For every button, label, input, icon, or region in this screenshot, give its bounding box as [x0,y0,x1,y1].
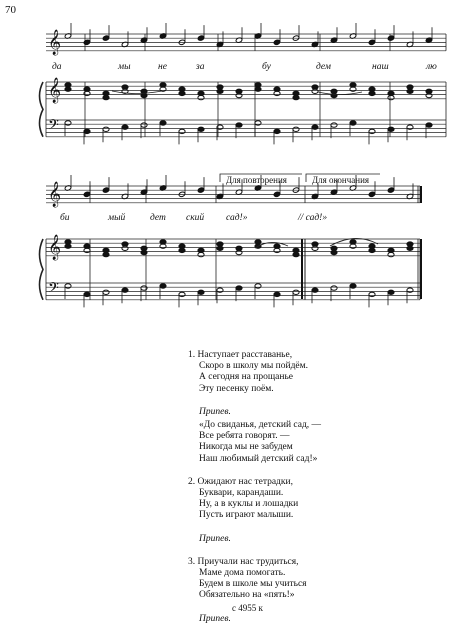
note-head [84,292,90,296]
note-head [122,288,128,292]
note-head [103,252,109,256]
note-head [369,91,375,95]
verse-number: 3. [188,556,196,567]
note-head [368,191,375,197]
verse-line: Обязательно на «пять!» [199,590,295,601]
note-head [236,286,242,290]
tie [112,91,162,94]
note-head [198,127,204,131]
note-head [274,292,280,296]
note-head [141,123,147,127]
note-head [387,187,394,193]
lyric-syllable: мый [108,213,126,223]
note-head [217,246,223,250]
note-head [331,123,337,127]
lyric-syllable: дет [150,213,166,223]
tie [318,92,362,95]
note-head [407,89,413,93]
verse-line: Маме дома помогать. [199,568,286,579]
note-head [350,121,356,125]
note-head [65,244,71,248]
note-head [274,129,280,133]
refrain-label: Припев. [199,533,231,544]
note-head [331,286,337,290]
refrain-label: Припев. [199,613,231,624]
verse-line: Будем в школе мы учиться [199,579,307,590]
lyric-syllable: сад!» [226,213,248,223]
note-head [293,290,299,294]
score-markings [40,82,422,300]
note-head [179,248,185,252]
note-head [407,246,413,250]
note-head [198,290,204,294]
note-head [83,39,90,45]
brace [40,82,44,137]
verse-line: Все ребята говорят. — [199,431,290,442]
note-head [293,95,299,99]
staff-lines [46,34,446,300]
note-head [103,127,109,131]
verse-line: Эту песенку поём. [199,383,274,394]
note-head [160,121,166,125]
page-number: 70 [5,4,16,16]
note-head [350,284,356,288]
note-head [426,123,432,127]
lyric-syllable: не [158,62,167,72]
note-head [84,129,90,133]
note-head [102,187,109,193]
note-head [293,252,299,256]
note-head [197,35,204,41]
lyric-syllable: би [60,213,70,223]
note-head [312,288,318,292]
note-head [368,39,375,45]
refrain [188,407,408,465]
verse-number: 1. [188,350,196,360]
note-head [103,95,109,99]
volta-1-label: Для повторения [226,175,287,185]
note-head [273,191,280,197]
note-head [179,91,185,95]
note-head [236,123,242,127]
refrain-label: Припев. [199,406,231,417]
note-head [293,127,299,131]
refrain-ref [188,614,408,625]
note-head [273,39,280,45]
verse-line: А сегодня на прощанье [199,372,294,383]
note-head [103,290,109,294]
verse-line: Пусть играют малыши. [199,510,294,521]
note-head [312,125,318,129]
verses-text [188,350,408,637]
verse-line: «До свиданья, детский сад, — [199,420,322,431]
note-head [387,35,394,41]
note-head [255,87,261,91]
verse-3 [188,557,408,602]
note-head [141,250,147,254]
verse-line: Наш любимый детский сад!» [199,453,318,464]
note-head [141,93,147,97]
verse-2 [188,477,408,522]
note-head [160,284,166,288]
bar-lines [46,34,446,300]
note-head [197,187,204,193]
note-head [369,248,375,252]
verse-1 [188,350,408,395]
treble-clef-icon: 𝄞 [48,30,62,55]
footer-code: с 4955 к [232,603,263,613]
verse-line: Буквари, карандаши. [199,488,284,499]
lyric-syllable: наш [372,62,389,72]
verse-line: Скоро в школу мы пойдём. [199,361,309,372]
note-head [388,290,394,294]
note-head [331,250,337,254]
lyric-syllable: мы [118,62,131,72]
lyric-syllable: бу [262,62,271,72]
verse-line: Ожидают нас тетрадки, [197,476,293,487]
brace [40,239,44,300]
lyric-syllable: ский [186,213,205,223]
note-head [122,125,128,129]
refrain-ref [188,534,408,545]
lyric-syllable: за [196,62,205,72]
bass-clef-icon: 𝄢 [48,280,59,300]
bass-clef-icon: 𝄢 [48,117,59,137]
verse-line: Ну, а в куклы и лошадки [199,499,299,510]
verse-line: Наступает расставанье, [197,350,293,360]
treble-clef-icon: 𝄞 [48,182,62,207]
note-head [83,191,90,197]
verse-number: 2. [188,476,196,487]
treble-clef-icon: 𝄞 [48,78,62,103]
lyric-syllable: // сад!» [298,213,328,223]
lyric-syllable: да [52,62,62,72]
note-head [388,127,394,131]
verse-line: Никогда мы не забудем [199,442,293,453]
note-head [65,87,71,91]
volta-2-label: Для окончания [312,175,370,185]
verse-line: Приучали нас трудиться, [197,556,299,567]
note-head [217,89,223,93]
lyric-syllable: лю [426,62,437,72]
lyric-syllable: дем [316,62,331,72]
note-head [102,35,109,41]
treble-clef-icon: 𝄞 [48,235,62,260]
